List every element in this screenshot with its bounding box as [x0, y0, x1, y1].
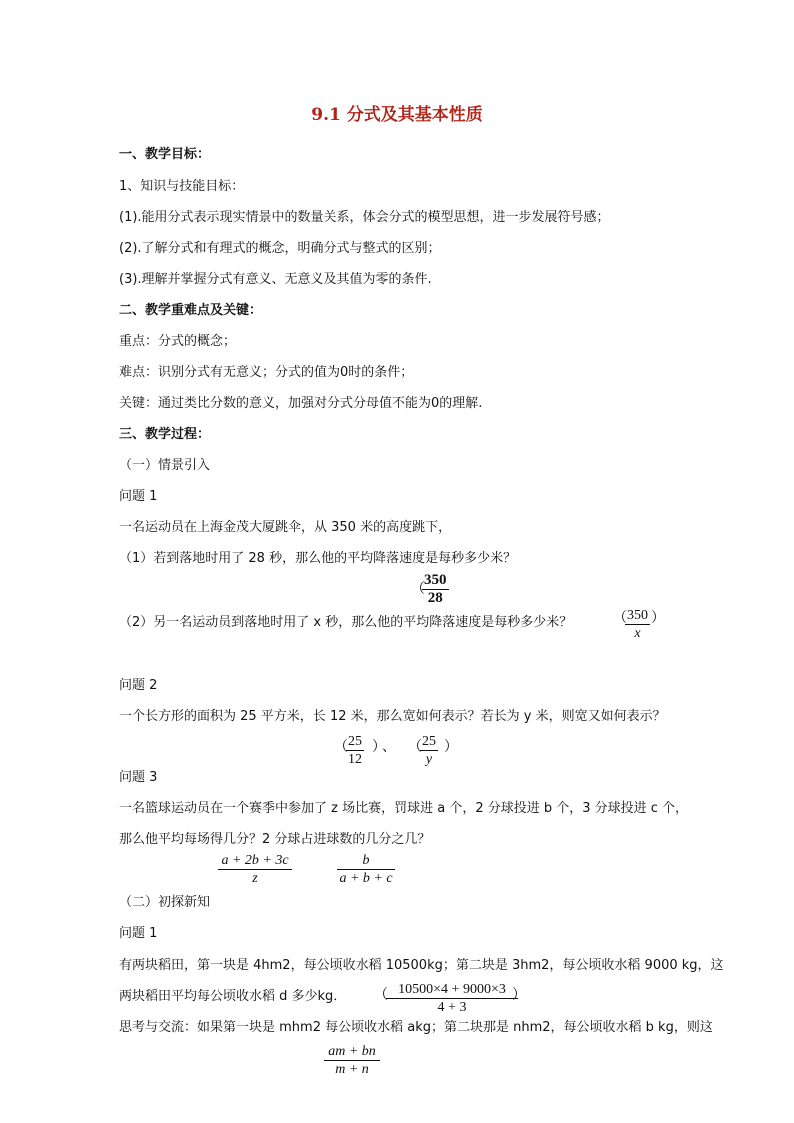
problem-label-1: 问题 1: [119, 489, 158, 504]
fraction-numerator: am + bn: [324, 1043, 380, 1061]
fraction-general-yield: [324, 1043, 380, 1078]
fraction-score-per-game: [218, 852, 292, 887]
fraction-denominator: m + n: [335, 1062, 369, 1077]
separator: 、: [382, 739, 396, 755]
fraction-average-yield: [386, 981, 518, 1016]
fraction-numerator: 25: [348, 734, 362, 749]
fraction-350-28: [422, 572, 449, 607]
difficult-point: 难点：识别分式有无意义；分式的值为0时的条件；: [119, 365, 414, 380]
key-point: 重点：分式的概念；: [119, 334, 237, 349]
fraction-25-12: [346, 733, 364, 768]
fraction-numerator: 350: [424, 572, 447, 588]
fraction-denominator: a + b + c: [339, 871, 393, 886]
page-title: 9.1 分式及其基本性质: [311, 105, 483, 125]
paren-open: （: [411, 581, 425, 597]
fraction-numerator: 350: [627, 608, 648, 623]
part-heading-2: （二）初探新知: [119, 895, 211, 910]
fraction-25-y: [420, 733, 438, 768]
problem-2-text: 一个长方形的面积为 25 平方米，长 12 米，那么宽如何表示？若长为 y 米，则宽又如何表示？: [119, 709, 666, 724]
problem-1-part-a: （1）若到落地时用了 28 秒，那么他的平均降落速度是每秒多少米？: [119, 551, 517, 566]
paren-close: ）: [372, 739, 386, 755]
paren-close: ）: [444, 739, 458, 755]
goal-item-3: (3).理解并掌握分式有意义、无意义及其值为零的条件.: [119, 272, 432, 287]
paren-open: （: [334, 739, 348, 755]
think-and-discuss: 思考与交流：如果第一块是 mhm2 每公顷收水稻 akg；第二块那是 nhm2，每公顷收水稻 b kg，则这: [119, 1020, 713, 1035]
key-insight: 关键：通过类比分数的意义，加强对分式分母值不能为0的理解.: [119, 396, 483, 411]
problem-1-text: 一名运动员在上海金茂大厦跳伞，从 350 米的高度跳下，: [119, 520, 452, 535]
fraction-denominator: 28: [427, 590, 443, 606]
goal-item-2: (2).了解分式和有理式的概念，明确分式与整式的区别；: [119, 241, 441, 256]
fraction-350-x: [625, 607, 650, 642]
problem-label-3: 问题 3: [119, 770, 158, 785]
paren-close: ）: [651, 610, 665, 626]
problem-4-text-line2: 两块稻田平均每公顷收水稻 d 多少kg．: [119, 989, 347, 1004]
fraction-numerator: 10500×4 + 9000×3: [386, 981, 518, 999]
fraction-numerator: b: [337, 852, 395, 870]
problem-4-text-line1: 有两块稻田，第一块是 4hm2，每公顷收水稻 10500kg；第二块是 3hm2，每公顷收水稻 9000 kg，这: [119, 958, 724, 973]
section-heading-2: 二、教学重难点及关键：: [119, 303, 263, 318]
part-heading-1: （一）情景引入: [119, 458, 211, 473]
goal-item-1: (1).能用分式表示现实情景中的数量关系，体会分式的模型思想，进一步发展符号感；: [119, 210, 610, 225]
section-heading-1: 一、教学目标：: [119, 147, 211, 162]
problem-label-2: 问题 2: [119, 678, 158, 693]
paren-open: （: [408, 739, 422, 755]
problem-1-part-b: （2）另一名运动员到落地时用了 x 秒，那么他的平均降落速度是每秒多少米？: [119, 615, 573, 630]
paren-close: ）: [512, 987, 526, 1003]
fraction-denominator: x: [634, 626, 641, 641]
fraction-numerator: a + 2b + 3c: [218, 852, 292, 870]
problem-3-text-line2: 那么他平均每场得几分？2 分球占进球数的几分之几？: [119, 832, 431, 847]
problem-3-text-line1: 一名篮球运动员在一个赛季中参加了 z 场比赛，罚球进 a 个，2 分球投进 b 个，3 分球投进 c 个，: [119, 801, 689, 816]
goal-heading: 1、知识与技能目标：: [119, 179, 245, 194]
fraction-numerator: 25: [422, 734, 436, 749]
paren-open: （: [613, 610, 627, 626]
fraction-two-point-ratio: [337, 852, 395, 887]
section-heading-3: 三、教学过程：: [119, 427, 211, 442]
paren-open: （: [374, 987, 388, 1003]
fraction-denominator: 4 + 3: [437, 1000, 467, 1015]
fraction-denominator: 12: [348, 752, 362, 767]
problem-label-4: 问题 1: [119, 926, 158, 941]
fraction-denominator: y: [425, 752, 433, 767]
fraction-denominator: z: [252, 871, 258, 886]
